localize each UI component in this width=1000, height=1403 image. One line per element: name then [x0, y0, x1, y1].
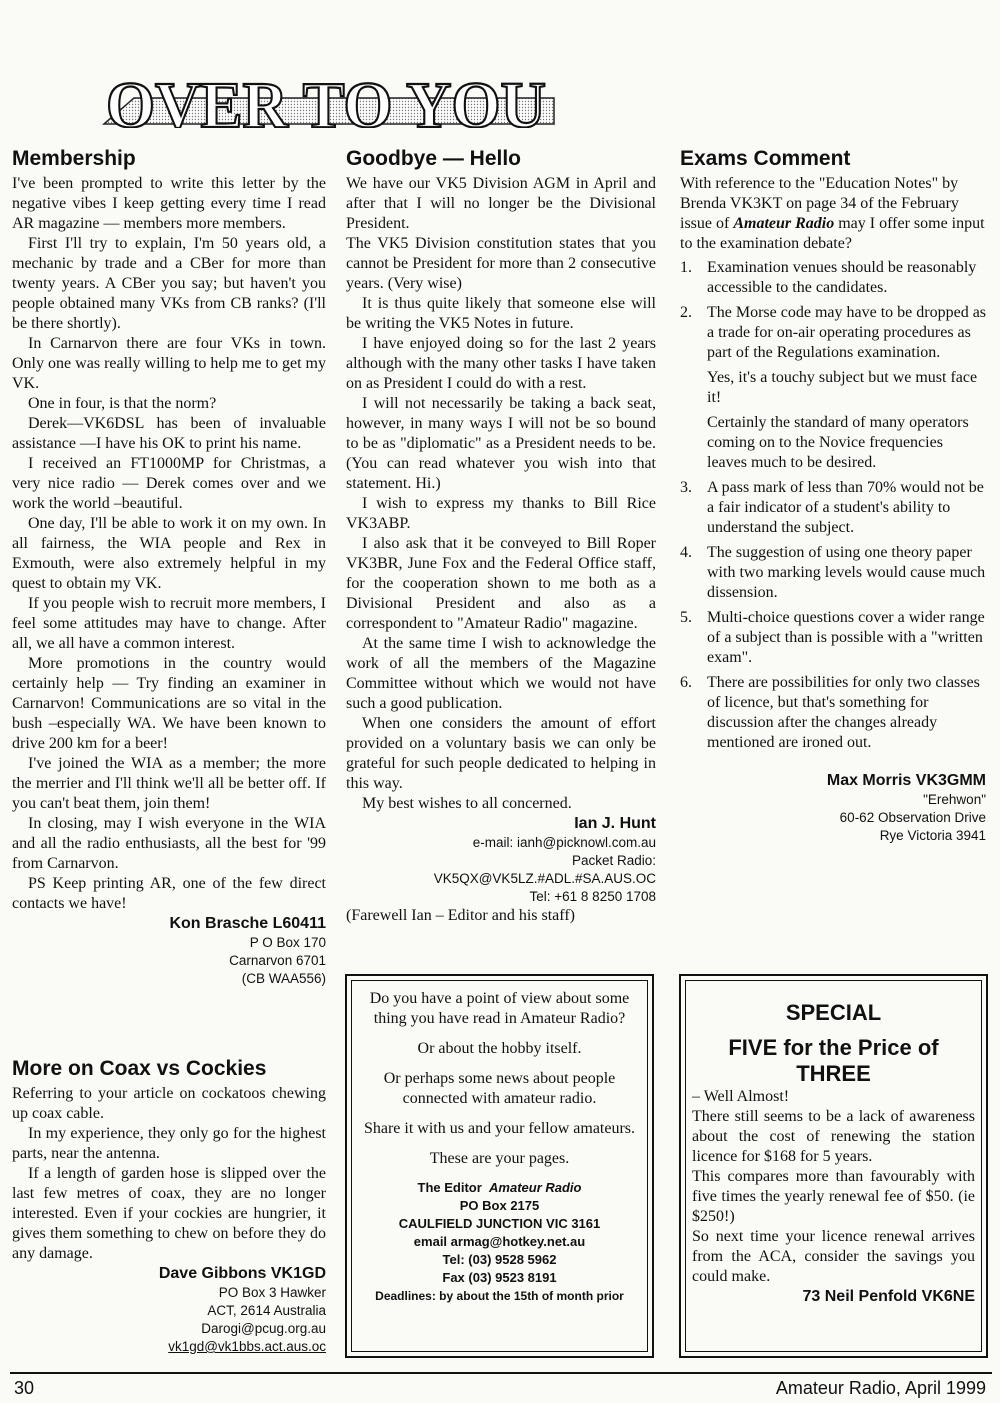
exams-intro	[680, 174, 986, 254]
pov-contact-line: CAULFIELD JUNCTION VIC 3161	[398, 1216, 601, 1231]
special-signature: 73 Neil Penfold VK6NE	[802, 1288, 975, 1305]
goodbye-paragraph: I wish to express my thanks to Bill Rice VK3ABP.	[346, 495, 656, 532]
exams-list	[680, 258, 986, 753]
exams-item-number	[680, 413, 707, 473]
pov-contact-line: PO Box 2175	[459, 1198, 540, 1213]
exams-list-item	[680, 673, 986, 753]
coax-packet-address[interactable]: vk1gd@vk1bbs.act.aus.oc	[168, 1339, 326, 1354]
membership-address-line: P O Box 170	[249, 935, 326, 950]
exams-list-item	[680, 608, 986, 668]
exams-item-number: 1.	[680, 259, 692, 276]
exams-item-text: A pass mark of less than 70% would not be a fair indicator of a student's ability to understand the subject.	[707, 479, 984, 536]
membership-paragraph: One in four, is that the norm?	[28, 395, 217, 412]
goodbye-paragraph: When one considers the amount of effort provided on a voluntary basis we can only be grateful for such people dedicated to helping in this way.	[346, 715, 656, 792]
goodbye-address-line: Packet Radio:	[571, 853, 656, 868]
membership-heading: Membership	[12, 147, 136, 170]
exams-intro-after: may I offer some input to the examination debate?	[680, 215, 985, 252]
column-exams	[680, 146, 986, 845]
pov-editor-label: The Editor	[417, 1180, 482, 1195]
exams-item-text: Multi-choice questions cover a wider range of a subject than is possible with a "written exam".	[707, 609, 985, 666]
goodbye-paragraph: My best wishes to all concerned.	[362, 795, 572, 812]
coax-paragraph: If a length of garden hose is slipped over the last few metres of coax, they are no longer interested. Even if your cockies are hungrier, it gives them something to chew on before they do any damage.	[12, 1165, 326, 1262]
membership-address-line: Carnarvon 6701	[229, 953, 326, 968]
membership-paragraph: In Carnarvon there are four VKs in town. Only one was really willing to help me to get my VK.	[12, 335, 326, 392]
pov-line: Or perhaps some news about people connected with amateur radio.	[383, 1070, 616, 1107]
exams-item-text: There are possibilities for only two classes of licence, but that's something for discussion after the changes already mentioned are ironed out.	[707, 674, 980, 751]
pov-contact-line: Tel: (03) 9528 5962	[442, 1252, 557, 1267]
exams-list-item	[680, 478, 986, 538]
membership-signature: Kon Brasche L60411	[169, 915, 326, 932]
membership-paragraph: I received an FT1000MP for Christmas, a very nice radio — Derek comes over and we work the world –beautiful.	[12, 455, 326, 512]
membership-paragraph: One day, I'll be able to work it on my own. In all fairness, the WIA people and Rex in Exmouth, were also extremely helpful in my quest to obtain my VK.	[12, 515, 326, 592]
masthead-title: OVER TO YOU	[106, 69, 546, 128]
exams-item-number: 4.	[680, 544, 692, 561]
footer-publication: Amateur Radio, April 1999	[775, 1378, 986, 1398]
goodbye-signature: Ian J. Hunt	[574, 815, 656, 832]
special-box	[679, 974, 988, 1358]
pov-line: Share it with us and your fellow amateurs.	[363, 1120, 636, 1137]
special-box-inner	[685, 980, 982, 1352]
pov-deadline: Deadlines: by about the 15th of month prior	[375, 1289, 624, 1303]
goodbye-paragraph: I also ask that it be conveyed to Bill Roper VK3BR, June Fox and the Federal Office staff, for the cooperation shown to me both as a Divisional President and also as a correspondent to "Amateur Radio" magazine.	[346, 535, 656, 632]
coax-address-line: PO Box 3 Hawker	[218, 1285, 326, 1300]
pov-email-link[interactable]: email armag@hotkey.net.au	[413, 1234, 586, 1249]
exams-intro-magazine: Amateur Radio	[733, 215, 835, 232]
exams-heading: Exams Comment	[680, 147, 851, 170]
pov-editor-magazine: Amateur Radio	[489, 1180, 582, 1195]
column-membership	[12, 146, 326, 988]
masthead	[98, 52, 560, 128]
membership-paragraph: Derek—VK6DSL has been of invaluable assistance —I have his OK to print his name.	[12, 415, 326, 452]
page-number: 30	[14, 1378, 35, 1398]
masthead-logo	[98, 52, 560, 128]
membership-paragraph: I've been prompted to write this letter by the negative vibes I keep getting every time I read AR magazine — members more members.	[12, 175, 326, 232]
exams-intro-before: With reference to the "Education Notes" by Brenda VK3KT on page 34 of the February issue of	[680, 175, 959, 232]
exams-item-number	[680, 368, 707, 408]
point-of-view-box-inner	[351, 980, 648, 1352]
exams-address-line: 60-62 Observation Drive	[839, 810, 986, 825]
membership-paragraph: PS Keep printing AR, one of the few direct contacts we have!	[12, 875, 326, 912]
goodbye-email-link[interactable]: e-mail: ianh@picknowl.com.au	[472, 835, 656, 850]
coax-email-link[interactable]: Darogi@pcug.org.au	[201, 1321, 326, 1336]
exams-signature: Max Morris VK3GMM	[826, 772, 986, 789]
special-title: SPECIAL	[785, 1000, 882, 1025]
exams-list-item	[680, 543, 986, 603]
footer-rule	[10, 1372, 992, 1374]
coax-signature: Dave Gibbons VK1GD	[158, 1265, 326, 1282]
exams-item-text: Examination venues should be reasonably accessible to the candidates.	[707, 259, 977, 296]
goodbye-paragraph: It is thus quite likely that someone else will be writing the VK5 Notes in future.	[346, 295, 656, 332]
exams-list-item	[680, 303, 986, 363]
goodbye-phone: Tel: +61 8 8250 1708	[529, 889, 656, 904]
goodbye-packet-address: VK5QX@VK5LZ.#ADL.#SA.AUS.OC	[433, 871, 656, 886]
exams-item-number: 6.	[680, 674, 692, 691]
membership-address-line: (CB WAA556)	[241, 971, 326, 986]
membership-paragraph: If you people wish to recruit more members, I feel some attitudes may have to change. After all, we all have a common interest.	[12, 595, 326, 652]
special-paragraph: So next time your licence renewal arrives from the ACA, consider the savings you could make.	[692, 1228, 975, 1285]
goodbye-paragraph: We have our VK5 Division AGM in April and after that I will no longer be the Divisional President.	[346, 175, 656, 232]
membership-paragraph: More promotions in the country would certainly help — Try finding an examiner in Carnarvon! Communications are so vital in the bush –especially WA. We have been known to drive 200 km for a beer!	[12, 655, 326, 752]
exams-list-item	[680, 368, 986, 408]
column-coax	[12, 1056, 326, 1356]
pov-line: These are your pages.	[429, 1150, 570, 1167]
special-paragraph: There still seems to be a lack of awareness about the cost of renewing the station licence for $168 for 5 years.	[692, 1108, 975, 1165]
exams-item-text: The Morse code may have to be dropped as a trade for on-air operating procedures as part of the Regulations examination.	[707, 304, 987, 361]
point-of-view-box	[345, 974, 654, 1358]
pov-contact-line: Fax (03) 9523 8191	[442, 1270, 557, 1285]
exams-item-number: 3.	[680, 479, 692, 496]
column-goodbye	[346, 146, 656, 926]
membership-paragraph: In closing, may I wish everyone in the WIA and all the radio enthusiasts, all the best for '99 from Carnarvon.	[12, 815, 326, 872]
goodbye-editor-note: (Farewell Ian – Editor and his staff)	[346, 907, 575, 924]
special-paragraph: This compares more than favourably with five times the yearly renewal fee of $50. (ie $250!)	[692, 1168, 975, 1225]
coax-heading: More on Coax vs Cockies	[12, 1057, 267, 1080]
coax-paragraph: Referring to your article on cockatoos chewing up coax cable.	[12, 1085, 326, 1122]
special-subtitle: FIVE for the Price of THREE	[728, 1035, 939, 1086]
exams-address-line: Rye Victoria 3941	[879, 828, 986, 843]
goodbye-paragraph: I have enjoyed doing so for the last 2 years although with the many other tasks I have taken on as President I could do with a rest.	[346, 335, 656, 392]
goodbye-paragraph: At the same time I wish to acknowledge the work of all the members of the Magazine Committee without which we would not have such a good publication.	[346, 635, 656, 712]
exams-item-number: 5.	[680, 609, 692, 626]
exams-list-item	[680, 413, 986, 473]
exams-item-text: The suggestion of using one theory paper with two marking levels would cause much dissension.	[707, 544, 986, 601]
pov-editor	[362, 1179, 637, 1197]
membership-paragraph: I've joined the WIA as a member; the more the merrier and I'll think we'll all be better off. If you can't beat them, join them!	[12, 755, 326, 812]
exams-address-line: "Erehwon"	[923, 792, 986, 807]
exams-list-item	[680, 258, 986, 298]
pov-line: Or about the hobby itself.	[417, 1040, 582, 1057]
pov-line: Do you have a point of view about some thing you have read in Amateur Radio?	[369, 990, 630, 1027]
coax-paragraph: In my experience, they only go for the highest parts, near the antenna.	[12, 1125, 326, 1162]
exams-item-number: 2.	[680, 304, 692, 321]
goodbye-paragraph: The VK5 Division constitution states that you cannot be President for more than 2 consecutive years. (Very wise)	[346, 235, 656, 292]
exams-item-text: Certainly the standard of many operators coming on to the Novice frequencies leaves much to be desired.	[707, 414, 969, 471]
goodbye-heading: Goodbye — Hello	[346, 147, 522, 170]
membership-paragraph: First I'll try to explain, I'm 50 years old, a mechanic by trade and a CBer for more than twenty years. A CBer you say; but haven't you people obtained many VKs from CB ranks? (I'll be there shortly).	[12, 235, 326, 332]
goodbye-paragraph: I will not necessarily be taking a back seat, however, in many ways I will not be so bound to be as "diplomatic" as a President needs to be. (You can read whatever you wish into that statement. Hi.)	[346, 395, 656, 492]
coax-address-line: ACT, 2614 Australia	[207, 1303, 326, 1318]
exams-item-text: Yes, it's a touchy subject but we must face it!	[707, 369, 978, 406]
special-paragraph: – Well Almost!	[692, 1088, 790, 1105]
